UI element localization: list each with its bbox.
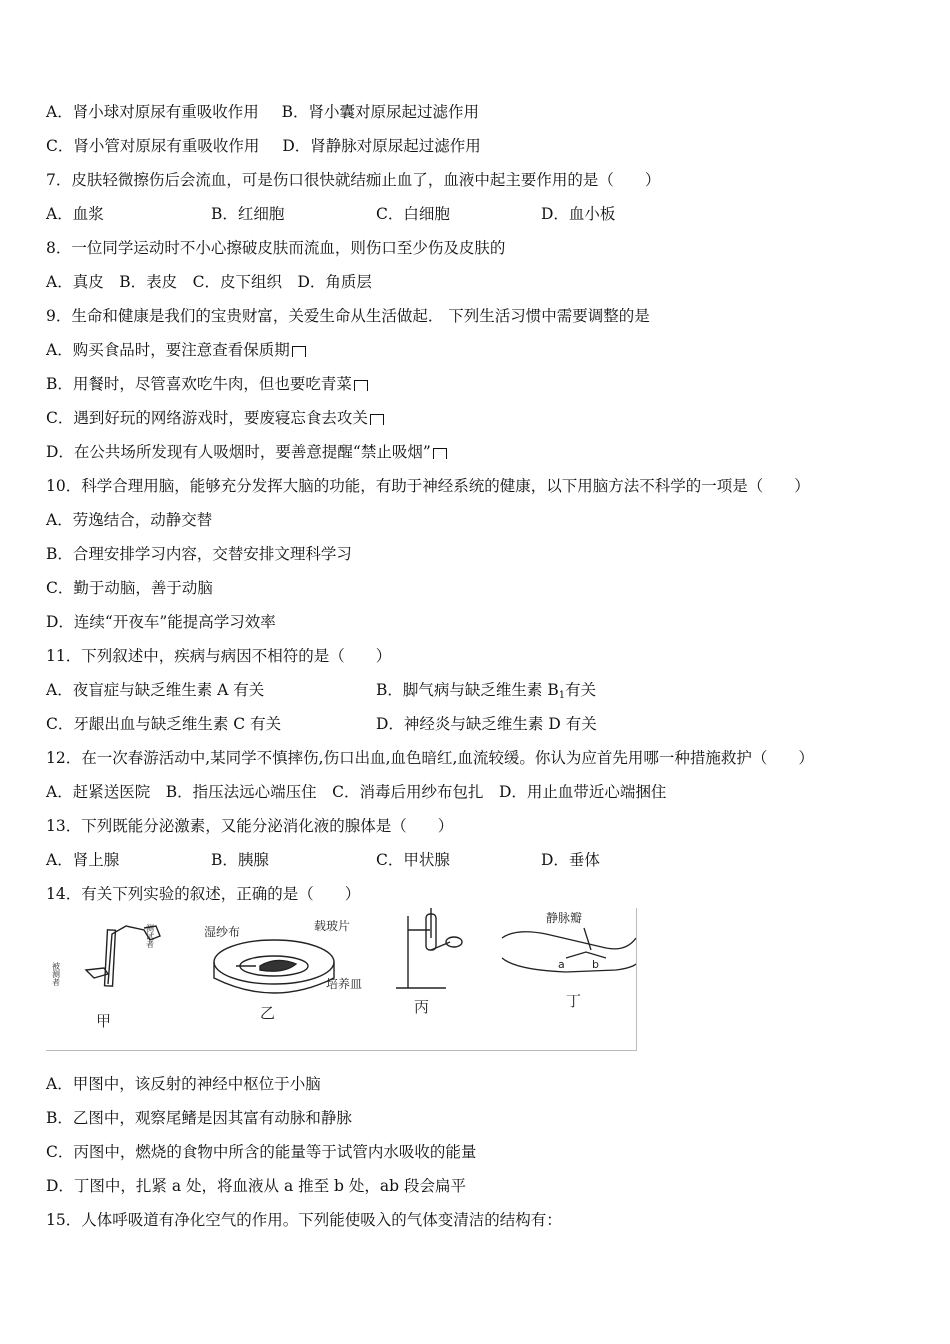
- answer-blank-mark: [370, 414, 384, 425]
- q11-stem: 11．下列叙述中，疾病与病因不相符的是（ ）: [46, 647, 392, 665]
- q9-stem: 9．生命和健康是我们的宝贵财富，关爱生命从生活做起． 下列生活习惯中需要调整的是: [46, 307, 650, 325]
- q10-stem: 10．科学合理用脑，能够充分发挥大脑的功能，有助于神经系统的健康，以下用脑方法不科学的一项是（ ）: [46, 477, 810, 495]
- q14-option-a: A．甲图中，该反射的神经中枢位于小脑: [46, 1075, 321, 1093]
- panel-label-ding: 丁: [566, 992, 582, 1010]
- q9-option-b-row: [46, 374, 368, 394]
- q9-option-a: A．购买食品时，要注意查看保质期: [46, 341, 290, 359]
- answer-blank-mark: [292, 346, 306, 357]
- panel-yi-drawing: [214, 940, 334, 993]
- q13-option-c: C．甲状腺: [376, 851, 450, 869]
- panel-label-yi: 乙: [260, 1004, 276, 1022]
- q9-option-d: D．在公共场所发现有人吸烟时，要善意提醒“禁止吸烟”: [46, 443, 431, 461]
- q13-option-b: B．胰腺: [211, 851, 269, 869]
- label-petri-dish: 培养皿: [326, 977, 363, 991]
- q11-option-b: [376, 680, 596, 706]
- q6-option-a: A．肾小球对原尿有重吸收作用: [46, 103, 259, 121]
- q13-stem: 13．下列既能分泌激素，又能分泌消化液的腺体是（ ）: [46, 817, 454, 835]
- panel-label-bing: 丙: [414, 998, 430, 1016]
- q13-options: [46, 850, 600, 870]
- q7-option-d: D．血小板: [541, 205, 616, 223]
- q14-experiment-figure: [46, 908, 637, 1051]
- q6-options-row-1: [46, 102, 479, 122]
- q7-option-b: B．红细胞: [211, 205, 285, 223]
- q9-option-b: B．用餐时，尽管喜欢吃牛肉，但也要吃青菜: [46, 375, 352, 393]
- q12-options: A．赶紧送医院 B．指压法远心端压住 C．消毒后用纱布包扎 D．用止血带近心端捆住: [46, 783, 667, 801]
- q11-option-b-subscript: 1: [558, 690, 566, 701]
- q10-option-d: D．连续“开夜车”能提高学习效率: [46, 613, 276, 631]
- answer-blank-mark: [433, 448, 447, 459]
- q9-option-c: C．遇到好玩的网络游戏时，要废寝忘食去攻关: [46, 409, 368, 427]
- label-tested: 被测者: [51, 962, 61, 986]
- q14-option-d: D．丁图中，扎紧 a 处，将血液从 a 推至 b 处，ab 段会扁平: [46, 1177, 466, 1195]
- q11-option-d: D．神经炎与缺乏维生素 D 有关: [376, 715, 597, 733]
- q13-option-d: D．垂体: [541, 851, 600, 869]
- q15-stem: 15．人体呼吸道有净化空气的作用。下列能使吸入的气体变清洁的结构有：: [46, 1211, 562, 1229]
- label-wet-gauze: 湿纱布: [204, 925, 241, 939]
- q8-stem: 8．一位同学运动时不小心擦破皮肤而流血，则伤口至少伤及皮肤的: [46, 239, 506, 257]
- q14-option-b: B．乙图中，观察尾鳍是因其富有动脉和静脉: [46, 1109, 352, 1127]
- q11-option-c: C．牙龈出血与缺乏维生素 C 有关: [46, 715, 282, 733]
- q12-stem: 12．在一次春游活动中,某同学不慎摔伤,伤口出血,血色暗红,血流较缓。你认为应首先用哪一种措施救护（ ）: [46, 749, 814, 767]
- label-vein-valve: 静脉瓣: [546, 911, 583, 925]
- label-tester: 测试者: [145, 924, 155, 948]
- panel-bing-drawing: [396, 908, 462, 988]
- q10-option-a: A．劳逸结合，动静交替: [46, 511, 213, 529]
- q10-option-b: B．合理安排学习内容，交替安排文理科学习: [46, 545, 352, 563]
- q8-options: A．真皮 B．表皮 C．皮下组织 D．角质层: [46, 273, 372, 291]
- label-point-b: b: [592, 958, 599, 971]
- q14-figure-svg: [46, 908, 636, 1050]
- label-cover-glass: 载玻片: [314, 919, 351, 933]
- q6-option-b: B．肾小囊对原尿起过滤作用: [281, 103, 480, 121]
- q7-option-c: C．白细胞: [376, 205, 450, 223]
- q14-option-c: C．丙图中，燃烧的食物中所含的能量等于试管内水吸收的能量: [46, 1143, 477, 1161]
- q11-option-a: A．夜盲症与缺乏维生素 A 有关: [46, 681, 265, 699]
- q10-option-c: C．勤于动脑，善于动脑: [46, 579, 213, 597]
- q9-option-c-row: [46, 408, 384, 428]
- q6-option-d: D．肾静脉对原尿起过滤作用: [282, 137, 481, 155]
- q7-options: [46, 204, 615, 224]
- answer-blank-mark: [354, 380, 368, 391]
- panel-ding-drawing: [502, 928, 636, 972]
- q11-options-row-2: [46, 714, 597, 734]
- q6-option-c: C．肾小管对原尿有重吸收作用: [46, 137, 260, 155]
- q7-option-a: A．血浆: [46, 205, 104, 223]
- q11-options-row-1: [46, 680, 596, 706]
- label-point-a: a: [558, 958, 565, 971]
- q13-option-a: A．肾上腺: [46, 851, 120, 869]
- panel-label-jia: 甲: [96, 1012, 112, 1030]
- q9-option-a-row: [46, 340, 306, 360]
- q7-stem: 7．皮肤轻微擦伤后会流血，可是伤口很快就结痂止血了，血液中起主要作用的是（ ）: [46, 171, 661, 189]
- q11-option-b-pre: B．脚气病与缺乏维生素 B: [376, 681, 559, 699]
- q6-options-row-2: [46, 136, 481, 156]
- q11-option-b-post: 有关: [565, 681, 597, 699]
- q14-stem: 14．有关下列实验的叙述，正确的是（ ）: [46, 885, 361, 903]
- q9-option-d-row: [46, 442, 447, 462]
